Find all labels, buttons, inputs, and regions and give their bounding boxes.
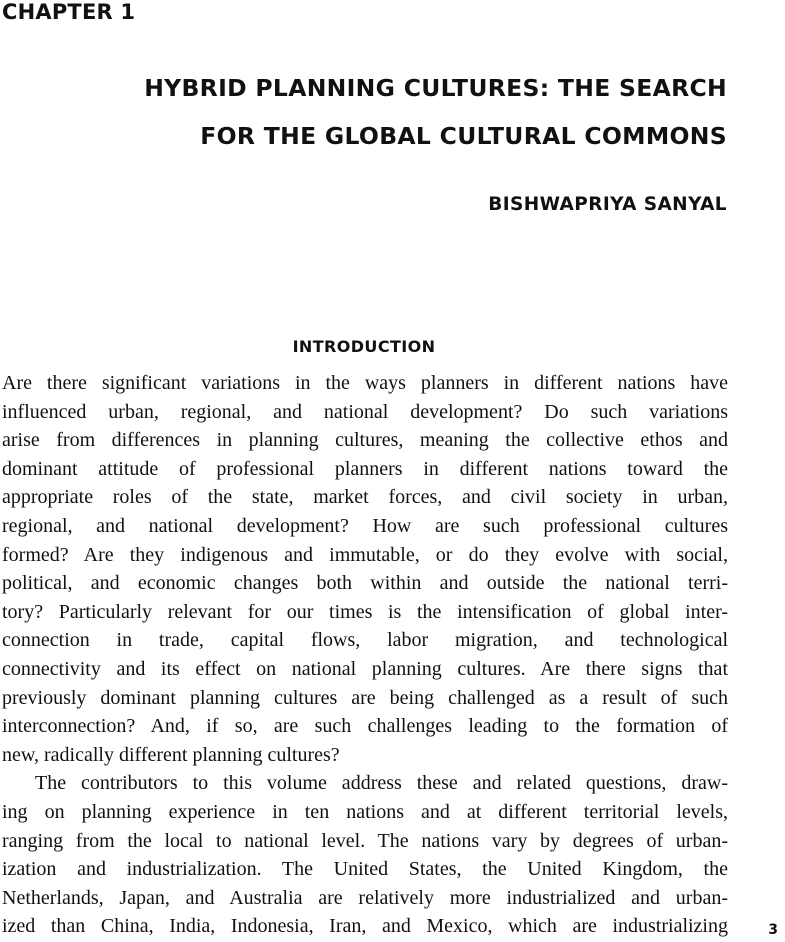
text-line: appropriate roles of the state, market forces, and civil society in urban, [2,486,728,509]
chapter-title-line-1: HYBRID PLANNING CULTURES: THE SEARCH [144,74,727,102]
paragraph-1 [2,369,728,769]
text-line: formed? Are they indigenous and immutable, or do they evolve with social, [2,543,728,566]
text-line: new, radically different planning cultures? [2,743,340,766]
page-number: 3 [768,922,778,938]
text-line: ranging from the local to national level. The nations vary by degrees of urban- [2,829,728,852]
body-text [2,369,728,941]
text-line: ing on planning experience in ten nations and at different territorial levels, [2,800,728,823]
chapter-label: CHAPTER 1 [2,0,136,24]
text-line: connectivity and its effect on national planning cultures. Are there signs that [2,657,728,680]
paragraph-2 [2,769,728,941]
text-line: The contributors to this volume address these and related questions, draw- [35,772,728,795]
text-line: influenced urban, regional, and national development? Do such variations [2,400,728,423]
text-line: dominant attitude of professional planners in different nations toward the [2,457,728,480]
chapter-title [144,64,727,160]
author-name: BISHWAPRIYA SANYAL [488,194,727,215]
text-line: ization and industrialization. The United States, the United Kingdom, the [2,858,728,881]
chapter-title-line-2: FOR THE GLOBAL CULTURAL COMMONS [200,122,727,150]
text-line: interconnection? And, if so, are such challenges leading to the formation of [2,715,728,738]
section-heading: INTRODUCTION [292,337,436,356]
text-line: connection in trade, capital flows, labor migration, and technological [2,629,728,652]
text-line: regional, and national development? How are such professional cultures [2,514,728,537]
text-line: Are there significant variations in the ways planners in different nations have [2,372,728,394]
text-line: tory? Particularly relevant for our times is the intensification of global inter- [2,600,728,623]
text-line: political, and economic changes both within and outside the national terri- [2,572,728,595]
text-line: previously dominant planning cultures are being challenged as a result of such [2,686,728,709]
text-line: arise from differences in planning cultures, meaning the collective ethos and [2,429,728,452]
text-line: ized than China, India, Indonesia, Iran, and Mexico, which are industrializing [2,915,728,938]
text-line: Netherlands, Japan, and Australia are relatively more industrialized and urban- [2,886,728,909]
